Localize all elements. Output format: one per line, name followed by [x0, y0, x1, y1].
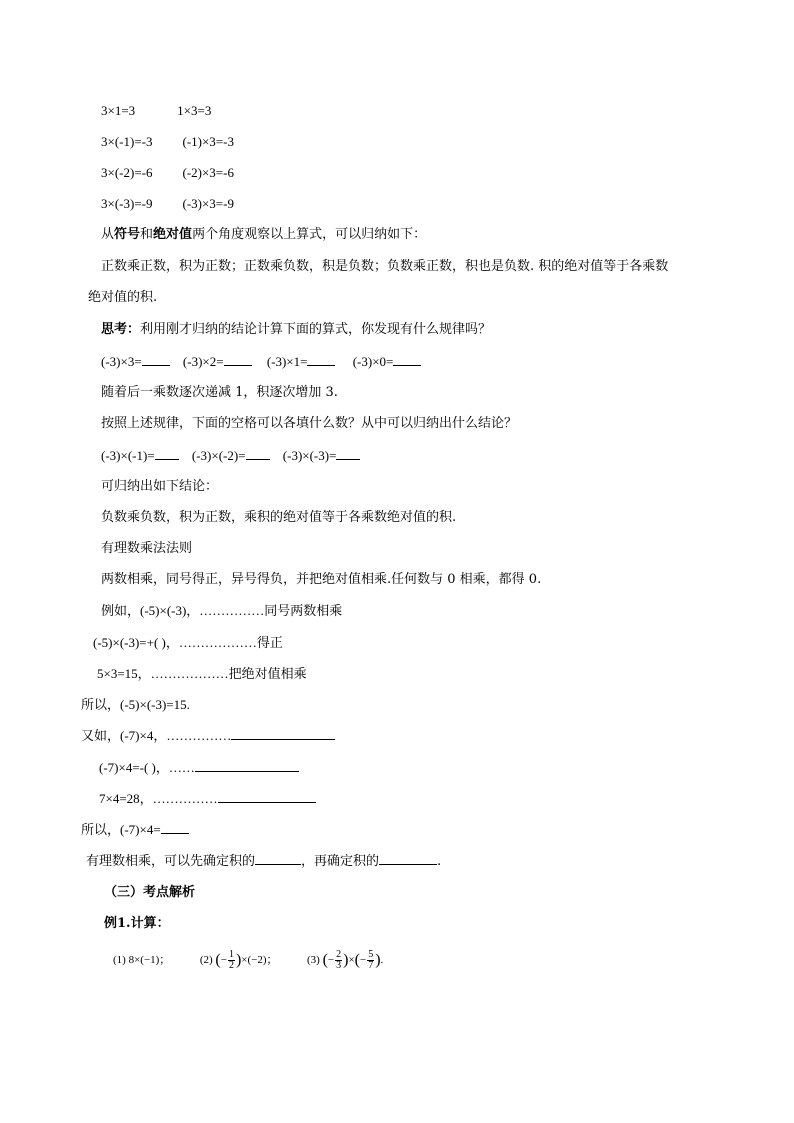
- equation-row: 3×(-1)=-3 (-1)×3=-3: [101, 134, 234, 149]
- fraction: $\frac{1}{2}$: [228, 948, 234, 971]
- rule-paragraph-line1: 正数乘正数，积为正数；正数乘负数，积是负数；负数乘正数，积也是负数. 积的绝对值等于各乘数: [101, 259, 669, 274]
- equation-row: 3×1=3 1×3=3: [101, 103, 212, 118]
- conclude-intro: 可归纳出如下结论：: [101, 479, 219, 494]
- law-title: 有理数乘法法则: [101, 541, 193, 556]
- example-line: 例如，(-5)×(-3)，……………同号两数相乘: [101, 603, 343, 618]
- answer-blank[interactable]: [246, 447, 270, 460]
- question-text: 按照上述规律，下面的空格可以各填什么数？从中可以归纳出什么结论？: [101, 416, 518, 431]
- example-line: 所以，(-7)×4=: [81, 821, 189, 839]
- answer-blank[interactable]: [195, 759, 299, 772]
- calc-row-1: (-3)×3= (-3)×2= (-3)×1= (-3)×0=: [101, 353, 421, 371]
- example-line: 7×4=28，……………: [99, 790, 316, 808]
- answer-blank[interactable]: [255, 852, 301, 865]
- rule-paragraph-line2: 绝对值的积.: [88, 290, 158, 305]
- answer-blank[interactable]: [161, 821, 189, 834]
- calc-row-2: (-3)×(-1)= (-3)×(-2)= (-3)×(-3)=: [101, 447, 360, 465]
- example-line: 又如，(-7)×4，……………: [81, 727, 335, 745]
- section-heading: （三）考点解析: [104, 885, 196, 900]
- example-line: 所以，(-5)×(-3)=15.: [81, 697, 190, 712]
- pattern-text: 随着后一乘数逐次递减 1，积逐次增加 3.: [101, 385, 338, 400]
- fraction: $\frac{2}{3}$: [336, 948, 342, 971]
- answer-blank[interactable]: [224, 353, 252, 366]
- example-line: 5×3=15，………………把绝对值相乘: [97, 666, 307, 681]
- answer-blank[interactable]: [379, 852, 437, 865]
- problem-2: (2) (− $\frac{1}{2}$ )×(−2)；: [199, 948, 278, 971]
- problem-1: (1) 8×(−1)；: [113, 954, 171, 966]
- answer-blank[interactable]: [393, 353, 421, 366]
- answer-blank[interactable]: [218, 790, 316, 803]
- conclude-text: 负数乘负数，积为正数，乘积的绝对值等于各乘数绝对值的积.: [101, 510, 457, 525]
- example-heading: 例1.计算：: [104, 916, 170, 931]
- answer-blank[interactable]: [155, 447, 179, 460]
- answer-blank[interactable]: [336, 447, 360, 460]
- law-text: 两数相乘，同号得正，异号得负，并把绝对值相乘.任何数与 0 相乘，都得 0.: [101, 572, 542, 587]
- problem-3: (3) (− $\frac{2}{3}$ )×(− $\frac{5}{7}$ ).: [307, 948, 384, 971]
- example-line: (-7)×4=-( )，……: [99, 759, 299, 777]
- summary-line: 有理数相乘，可以先确定积的 ，再确定积的 .: [86, 854, 442, 869]
- equation-row: 3×(-3)=-9 (-3)×3=-9: [101, 196, 234, 211]
- answer-blank[interactable]: [142, 353, 170, 366]
- answer-blank[interactable]: [307, 353, 335, 366]
- example-line: (-5)×(-3)=+( )，………………得正: [93, 635, 283, 650]
- observe-paragraph: 从符号和绝对值两个角度观察以上算式，可以归纳如下：: [101, 227, 427, 242]
- equation-row: 3×(-2)=-6 (-2)×3=-6: [101, 165, 234, 180]
- answer-blank[interactable]: [231, 727, 335, 740]
- fraction: $\frac{5}{7}$: [368, 948, 374, 971]
- think-paragraph: 思考：利用刚才归纳的结论计算下面的算式，你发现有什么规律吗？: [101, 322, 492, 337]
- problem-list: [113, 948, 383, 972]
